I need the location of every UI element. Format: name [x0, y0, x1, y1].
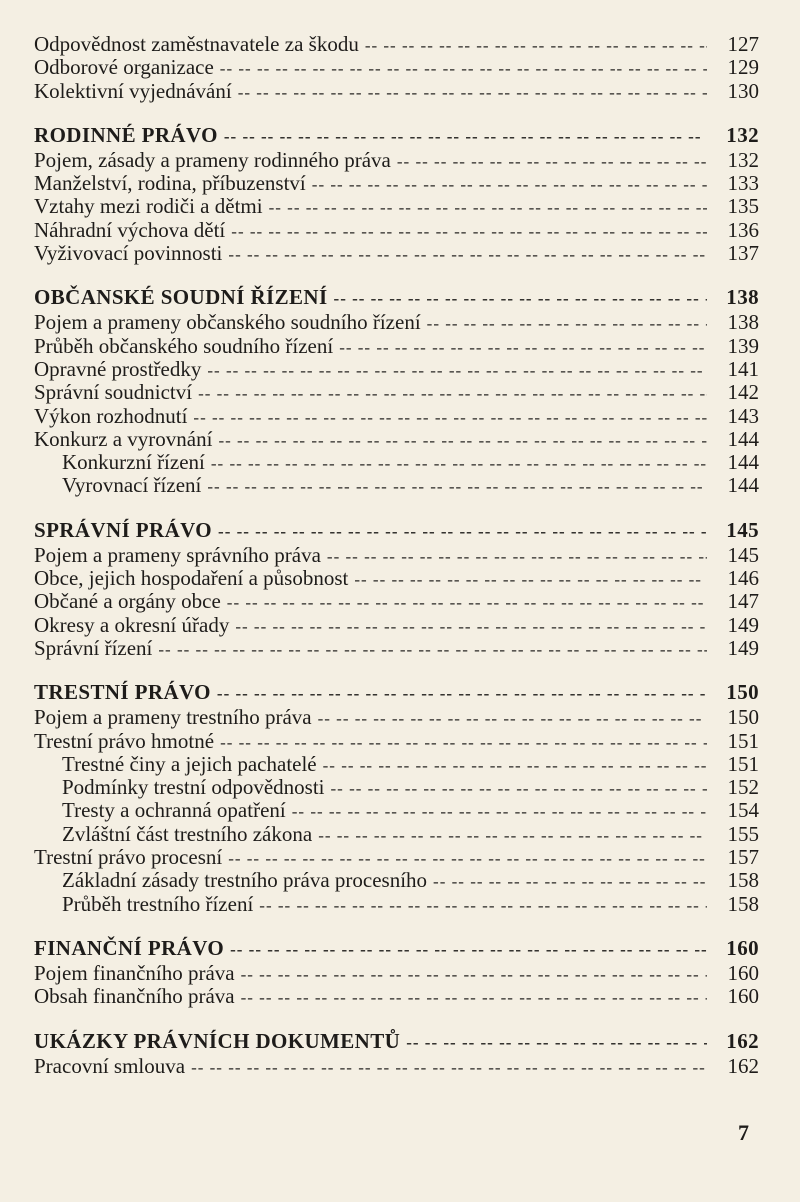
toc-entry-title: SPRÁVNÍ PRÁVO: [34, 517, 213, 542]
toc-entry-title: Trestní právo procesní: [34, 845, 223, 870]
toc-page-number: 150: [726, 680, 759, 705]
toc-subentry: [34, 823, 759, 846]
dash-leader: [241, 986, 707, 1009]
toc-entry-title: Odpovědnost zaměstnavatele za škodu: [34, 32, 359, 56]
dash-leader: [220, 731, 707, 754]
toc-entry-title: Základní zásady trestního práva procesního: [62, 868, 428, 893]
dash-leader: [211, 452, 707, 475]
toc-page-number: 149: [727, 612, 759, 637]
toc-page-number: 144: [727, 450, 759, 475]
dash-leader: [193, 406, 707, 429]
toc-entry: [34, 335, 759, 358]
toc-subentry: [34, 776, 759, 799]
toc-entry-title: Trestné činy a jejich pachatelé: [62, 751, 317, 776]
toc-entry: [34, 730, 759, 753]
dash-leader: [259, 894, 707, 917]
toc-entry: [34, 149, 759, 172]
dash-leader: [191, 1056, 707, 1079]
toc-entry: [34, 56, 759, 79]
toc-entry: [34, 985, 759, 1008]
dash-leader: [218, 429, 707, 452]
dash-leader: [354, 568, 707, 591]
toc-page-number: 158: [727, 891, 759, 916]
toc-page-number: 127: [727, 32, 759, 56]
toc-page-number: 149: [727, 635, 759, 660]
toc-entry: [34, 381, 759, 404]
toc-page-number: 151: [727, 728, 759, 753]
toc-page-number: 132: [727, 147, 759, 172]
dash-leader: [339, 336, 707, 359]
toc-entry: [34, 614, 759, 637]
toc-page-number: 133: [727, 171, 759, 196]
toc-page-number: 145: [726, 517, 759, 542]
toc-entry-title: Správní soudnictví: [34, 380, 193, 405]
toc-entry-title: Opravné prostředky: [34, 356, 202, 381]
toc-entry: [34, 358, 759, 381]
toc-page-number: 130: [727, 78, 759, 103]
toc-entry-title: TRESTNÍ PRÁVO: [34, 680, 211, 705]
toc-entry-title: UKÁZKY PRÁVNÍCH DOKUMENTŮ: [34, 1028, 401, 1053]
dash-leader: [228, 847, 707, 870]
toc-page-number: 145: [727, 542, 759, 567]
toc-entry: [34, 1055, 759, 1078]
toc-section-heading: [34, 283, 759, 311]
toc-subentry: [34, 451, 759, 474]
toc-page-number: 157: [727, 845, 759, 870]
dash-leader: [365, 34, 707, 57]
dash-leader: [158, 638, 707, 661]
toc-entry-title: Průběh trestního řízení: [62, 891, 254, 916]
toc-page-number: 152: [727, 775, 759, 800]
page-number: 7: [738, 1120, 749, 1145]
dash-leader: [217, 680, 707, 708]
toc-entry-title: Náhradní výchova dětí: [34, 217, 226, 242]
toc-entry-title: Pojem a prameny občanského soudního řízení: [34, 310, 421, 335]
toc-page-number: 155: [727, 821, 759, 846]
dash-leader: [218, 518, 707, 546]
toc-section-heading: [34, 121, 759, 149]
dash-leader: [228, 243, 707, 266]
toc-entry: [34, 172, 759, 195]
toc-entry-title: Konkurzní řízení: [62, 450, 205, 475]
toc-entry-title: Pojem, zásady a prameny rodinného práva: [34, 147, 391, 172]
toc-page-number: 160: [726, 935, 759, 960]
toc-subentry: [34, 753, 759, 776]
toc-section-heading: [34, 678, 759, 706]
toc-entry-title: Kolektivní vyjednávání: [34, 78, 232, 103]
toc-page-number: 137: [727, 241, 759, 266]
dash-leader: [323, 754, 707, 777]
dash-leader: [334, 285, 707, 313]
dash-leader: [327, 545, 707, 568]
dash-leader: [318, 824, 707, 847]
dash-leader: [269, 196, 707, 219]
toc-entry-title: Občané a orgány obce: [34, 589, 221, 614]
toc-entry: [34, 405, 759, 428]
dash-leader: [227, 591, 707, 614]
toc-entry: [34, 637, 759, 660]
toc-page-number: 138: [727, 310, 759, 335]
toc-subentry: [34, 893, 759, 916]
toc-entry: [34, 590, 759, 613]
toc-page-number: 160: [727, 960, 759, 985]
dash-leader: [231, 220, 707, 243]
toc-entry-title: Obce, jejich hospodaření a působnost: [34, 566, 349, 591]
toc-entry-title: Průběh občanského soudního řízení: [34, 333, 334, 358]
toc-section-heading: [34, 934, 759, 962]
dash-leader: [318, 707, 707, 730]
toc-entry-title: Odborové organizace: [34, 55, 214, 80]
toc-page-number: 158: [727, 868, 759, 893]
toc-page-number: 129: [727, 55, 759, 80]
toc-page-number: 151: [727, 751, 759, 776]
toc-entry-title: Vyživovací povinnosti: [34, 241, 223, 266]
toc-entry-title: Okresy a okresní úřady: [34, 612, 230, 637]
dash-leader: [220, 57, 707, 80]
toc-page-number: 132: [726, 122, 759, 147]
dash-leader: [406, 1029, 707, 1057]
toc-page-number: 154: [727, 798, 759, 823]
toc-subentry: [34, 474, 759, 497]
toc-entry-title: Správní řízení: [34, 635, 153, 660]
toc-page-number: 162: [727, 1053, 759, 1078]
dash-leader: [397, 150, 707, 173]
toc-entry-title: Pojem a prameny trestního práva: [34, 705, 312, 730]
toc-entry-title: Vyrovnací řízení: [62, 473, 202, 498]
toc-page-number: 142: [727, 380, 759, 405]
toc-section-heading: [34, 516, 759, 544]
toc-entry: [34, 242, 759, 265]
toc-page-number: 147: [727, 589, 759, 614]
dash-leader: [292, 800, 707, 823]
toc-page-number: 144: [727, 473, 759, 498]
toc-page-number: 138: [726, 285, 759, 310]
toc-entry: [34, 544, 759, 567]
toc-subentry: [34, 799, 759, 822]
toc-entry: [34, 219, 759, 242]
toc-entry-title: Manželství, rodina, příbuzenství: [34, 171, 306, 196]
toc-entry-title: FINANČNÍ PRÁVO: [34, 935, 225, 960]
toc-entry-title: OBČANSKÉ SOUDNÍ ŘÍZENÍ: [34, 285, 328, 310]
toc-entry-title: Vztahy mezi rodiči a dětmi: [34, 194, 263, 219]
dash-leader: [235, 615, 707, 638]
table-of-contents: [34, 33, 759, 1078]
toc-entry-title: Pojem finančního práva: [34, 960, 235, 985]
toc-entry: [34, 80, 759, 103]
toc-page-number: 146: [727, 566, 759, 591]
dash-leader: [238, 81, 707, 104]
dash-leader: [230, 936, 707, 964]
toc-entry: [34, 311, 759, 334]
toc-page-number: 135: [727, 194, 759, 219]
dash-leader: [207, 475, 707, 498]
toc-entry-title: Podmínky trestní odpovědnosti: [62, 775, 325, 800]
toc-entry-title: RODINNÉ PRÁVO: [34, 122, 218, 147]
toc-entry: [34, 567, 759, 590]
toc-entry: [34, 962, 759, 985]
toc-page-number: 141: [727, 356, 759, 381]
toc-page-number: 143: [727, 403, 759, 428]
toc-entry: [34, 428, 759, 451]
toc-entry: [34, 33, 759, 56]
dash-leader: [427, 312, 707, 335]
toc-entry-title: Výkon rozhodnutí: [34, 403, 188, 428]
dash-leader: [198, 382, 707, 405]
dash-leader: [312, 173, 707, 196]
toc-entry-title: Pojem a prameny správního práva: [34, 542, 321, 567]
toc-entry: [34, 706, 759, 729]
toc-page-number: 139: [727, 333, 759, 358]
dash-leader: [207, 359, 707, 382]
toc-section-heading: [34, 1027, 759, 1055]
toc-subentry: [34, 869, 759, 892]
toc-entry: [34, 195, 759, 218]
toc-page-number: 150: [727, 705, 759, 730]
toc-entry-title: Konkurz a vyrovnání: [34, 426, 213, 451]
dash-leader: [433, 870, 707, 893]
dash-leader: [331, 777, 708, 800]
toc-page-number: 144: [727, 426, 759, 451]
toc-page-number: 136: [727, 217, 759, 242]
toc-entry-title: Zvláštní část trestního zákona: [62, 821, 313, 846]
toc-entry: [34, 846, 759, 869]
toc-page-number: 162: [726, 1028, 759, 1053]
toc-entry-title: Obsah finančního práva: [34, 984, 235, 1009]
toc-page-number: 160: [727, 984, 759, 1009]
dash-leader: [224, 123, 707, 151]
toc-entry-title: Tresty a ochranná opatření: [62, 798, 286, 823]
dash-leader: [241, 963, 707, 986]
toc-entry-title: Trestní právo hmotné: [34, 728, 215, 753]
toc-entry-title: Pracovní smlouva: [34, 1053, 186, 1078]
